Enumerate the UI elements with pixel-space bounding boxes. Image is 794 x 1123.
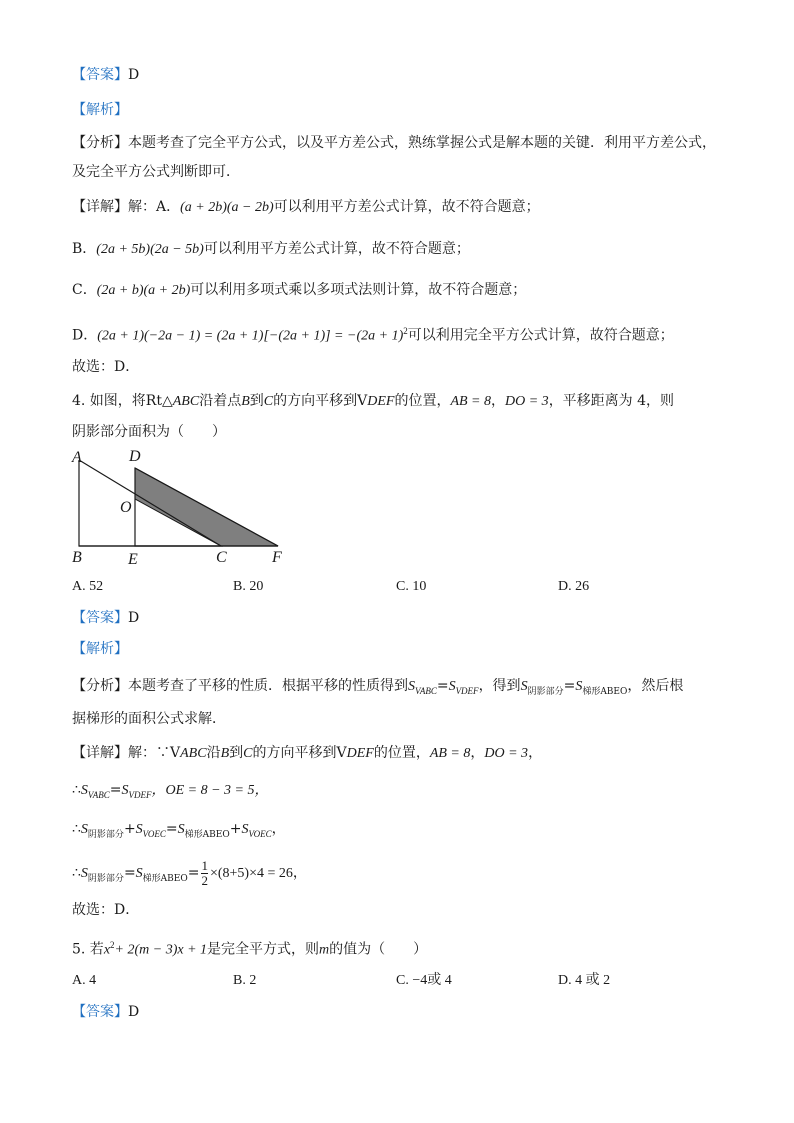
q4-detail-7: ， [528,745,543,761]
q4-detail-5: 的位置， [373,745,430,761]
q4-option-b: B. 20 [233,579,264,594]
q4-detail-line4 [72,858,307,894]
label-a: A [72,449,82,466]
q4-stem-7: ，平移距离为 4，则 [548,393,675,409]
q5-x: x [103,942,111,958]
label-b: B [72,549,82,566]
therefore-sign: ∴ [72,782,81,798]
q4-stem-line2 [72,423,226,441]
sub-def: VDEF [128,789,152,800]
sub-oec: VOEC [248,828,272,839]
answer-tag: 【答案】 [72,1004,128,1020]
q4-stem-1: 4. 如图，将Rt△ [72,393,173,409]
eq-sign: = [123,865,136,881]
s-symbol: S [135,866,143,881]
q3-c-prefix: C． [72,282,97,298]
eq-sign: = [563,678,576,694]
label-e: E [128,551,138,568]
q4-detail-2: 沿 [206,745,221,761]
q4-choose-text: 故选：D． [72,902,140,918]
q4-stem-2: 沿着点 [199,393,242,409]
q4-analysis-line2 [72,710,226,728]
q3-c-text: 可以利用多项式乘以多项式法则计算，故不符合题意； [190,282,527,298]
q3-answer-line [72,66,139,84]
eq-sign: = [436,678,449,694]
q3-detail-a [72,198,540,217]
q3-d-math: (2a + 1)(−2a − 1) = (2a + 1)[−(2a + 1)] = −(2a + 1) [97,328,404,344]
s-symbol: S [135,822,143,837]
xiangjie-tag: 【详解】 [72,745,128,761]
eq-sign: = [187,865,200,881]
q4-stem-3: 到 [249,393,264,409]
q4-detail-b: B [220,746,230,761]
q5-stem-2: 是完全平方式，则 [207,941,320,958]
q4-stem-5: 的位置， [394,393,451,409]
q4-detail-line2 [72,781,269,804]
sub-oec: VOEC [142,828,166,839]
s-symbol: S [121,783,129,798]
q3-d-text: 可以利用完全平方公式计算，故符合题意； [407,327,674,344]
q5-option-a: A. 4 [72,973,97,988]
q4-stem-do: DO = 3 [505,394,549,409]
q3-b-math: (2a + 5b)(2a − 5b) [96,242,204,257]
q4-detail-line1 [72,744,542,763]
q5-stem-3: 的值为（ ） [329,941,428,958]
q3-a-text: 可以利用平方差公式计算，故不符合题意； [273,199,540,215]
q4-option-d: D. 26 [558,579,590,594]
q3-c-math: (2a + b)(a + 2b) [96,283,191,298]
q5-expr: + 2(m − 3)x + 1 [114,942,208,958]
q4-detail-abc: ABC [180,746,207,761]
comma: ， [271,821,286,837]
q4-calc: ×(8+5)×4 = 26， [209,866,307,881]
label-d: D [129,448,141,465]
q3-analysis2: 及完全平方公式判断即可． [72,164,240,180]
sub-abc: VABC [87,789,110,800]
q4-detail-6: ， [470,745,485,761]
q4-stem-def: DEF [367,394,395,409]
sub-def: VDEF [455,685,479,696]
q3-analysis: 本题考查了完全平方公式，以及平方差公式，熟练掌握公式是解本题的关键．利用平方差公式， [128,135,716,151]
q4-stem-4: 的方向平移到V [273,393,368,409]
sub-trap: 梯形ABEO [142,873,188,884]
q5-answer: D [128,1004,140,1020]
q3-answer: D [128,67,140,83]
s-symbol: S [448,679,456,694]
q4-stem-abc: ABC [172,394,200,409]
jiexi-tag: 【解析】 [72,641,128,657]
q5-stem [72,936,427,960]
q3-jiexi-line [72,101,128,119]
sub-trap: 梯形ABEO [582,686,628,697]
q4-choose [72,901,139,919]
q4-option-a: A. 52 [72,579,104,594]
q4-oe: ，OE = 8 − 3 = 5， [151,783,269,798]
q4-detail-3: 到 [229,745,244,761]
q4-detail-def: DEF [346,746,374,761]
therefore-sign: ∴ [72,821,81,837]
s-symbol: S [80,866,88,881]
eq-sign: = [109,782,122,798]
q3-detail-c [72,281,526,300]
q4-jiexi-line [72,640,128,658]
jiexi-tag: 【解析】 [72,102,128,118]
q5-option-c: C. −4或 4 [396,973,452,988]
s-symbol: S [241,822,249,837]
s-symbol: S [520,679,528,694]
q4-analysis-line2-text: 据梯形的面积公式求解． [72,711,226,727]
q5-answer-line [72,1003,139,1021]
translation-figure [66,446,296,571]
q4-analysis-1: 本题考查了平移的性质．根据平移的性质得到 [128,678,408,694]
therefore-sign: ∴ [72,865,81,881]
label-f: F [272,549,282,566]
q5-option-b: B. 2 [233,973,257,988]
fenxi-tag: 【分析】 [72,678,128,694]
q4-option-c: C. 10 [396,579,427,594]
sub-abc: VABC [415,685,437,696]
q3-analysis-line2 [72,163,240,181]
q4-analysis-2: ，得到 [478,678,521,694]
q4-stem-b: B [241,394,250,409]
s-symbol: S [80,822,88,837]
q4-detail-1: 解：∵V [128,745,181,761]
q4-detail-line3 [72,820,286,844]
s-symbol: S [177,822,185,837]
label-c: C [216,549,227,566]
fenxi-tag: 【分析】 [72,135,128,151]
frac-denominator: 2 [201,872,208,888]
q4-analysis-line [72,677,683,701]
q5-m: m [319,942,330,958]
frac-numerator: 1 [201,857,208,873]
sub-shadow: 阴影部分 [527,686,564,697]
plus-sign: + [229,821,242,837]
q3-detail-b [72,240,470,259]
q3-detail-prefix: 解：A． [128,199,181,215]
q5-option-d: D. 4 或 2 [558,973,611,988]
label-o: O [120,499,132,516]
q3-choose-text: 故选：D． [72,359,140,375]
q3-a-math: (a + 2b)(a − 2b) [180,200,274,215]
sub-trap: 梯形ABEO [184,829,230,840]
q3-analysis-line [72,134,716,152]
q4-detail-4: 的方向平移到V [252,745,347,761]
sub-shadow: 阴影部分 [87,829,124,840]
plus-sign: + [123,821,136,837]
eq-sign: = [165,821,178,837]
fraction-one-half [201,859,208,888]
s-symbol: S [408,679,415,694]
q3-choose [72,358,139,376]
q3-d-exp: 2 [403,326,408,336]
q4-detail-c: C [243,746,253,761]
answer-tag: 【答案】 [72,610,128,626]
q3-b-text: 可以利用平方差公式计算，故不符合题意； [203,241,470,257]
answer-tag: 【答案】 [72,67,128,83]
q4-analysis-3: ，然后根 [627,678,684,694]
q4-stem [72,392,674,411]
q4-stem-6: ， [491,393,506,409]
xiangjie-tag: 【详解】 [72,199,128,215]
q4-stem-line2-text: 阴影部分面积为（ ） [72,424,226,440]
s-symbol: S [575,679,583,694]
q4-stem-ab: AB = 8 [450,394,492,409]
q4-answer: D [128,610,140,626]
q5-stem-1: 5. 若 [72,941,104,958]
q4-stem-c: C [263,394,274,409]
q3-b-prefix: B． [72,241,97,257]
q3-detail-d [72,322,674,346]
q5-exp: 2 [110,940,115,950]
q3-d-prefix: D． [72,327,98,344]
q4-detail-do: DO = 3 [484,746,529,761]
sub-shadow: 阴影部分 [87,873,124,884]
q4-answer-line [72,609,139,627]
s-symbol: S [80,783,88,798]
q4-detail-ab: AB = 8 [429,746,471,761]
